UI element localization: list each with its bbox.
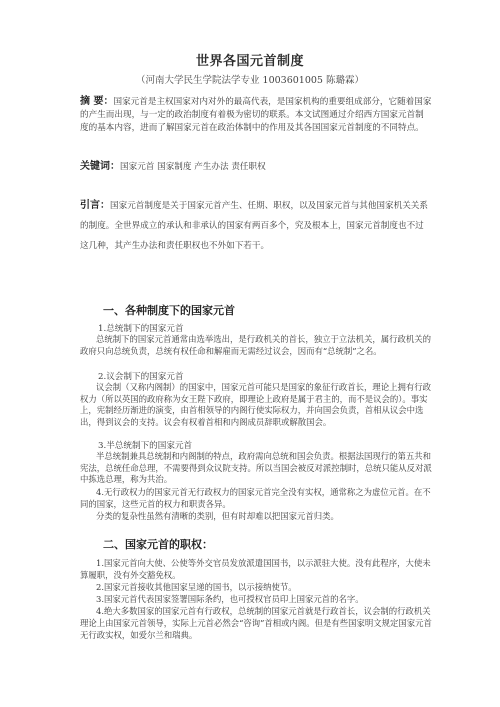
abstract-text: 国家元首是主权国家对内对外的最高代表，是国家机构的重要组成部分，它随着国家的产生而出现，与一定的政治制度有着极为密切的联系。本文试图通过介绍西方国家元首制度的基本内容，进而了解国家元首在政治体制中的作用及其各国国家元首制度的不同特点。 <box>80 97 432 133</box>
keywords-label: 关键词： <box>80 161 120 172</box>
section1-item5-text: 分类的复杂性虽然有清晰的类别，但有时却难以把国家元首归类。 <box>96 511 339 521</box>
section1-item3-text: 半总统制兼具总统制和内阁制的特点，政府需向总统和国会负责。根据法国现行的第五共和宪法，总统任命总理，不需要得到众议院支持。所以当国会被反对派控制时，总统只能从反对派中拣选总理，称为共治。 <box>80 451 432 484</box>
section1-item2-text: 议会制（又称内阁制）的国家中，国家元首可能只是国家的象征行政首长，理论上拥有行政权力（所以英国的政府称为女王陛下政府，即理论上政府是属于君主的，而不是议会的）。事实上，宪制经历渐进的演变，由首相领导的内阁行使实际权力，并向国会负责，首相从议会中选出，得到议会的支持。议会有权着首相和内阁成员辞职或解散国会。 <box>80 382 431 427</box>
section1-item3-heading: 3.半总统制下的国家元首 <box>98 441 193 451</box>
section2-heading: 二、国家元首的职权： <box>103 538 213 551</box>
list-item: 3.国家元首代表国家签署国际条约，也可授权官员印上国家元首的名字。 <box>96 594 364 604</box>
list-item: 2.国家元首接收其他国家呈递的国书，以示接纳使节。 <box>96 582 297 592</box>
keywords-paragraph <box>80 160 432 174</box>
section1-heading: 一、各种制度下的国家元首 <box>103 304 235 317</box>
keywords-text: 国家元首 国家制度 产生办法 责任职权 <box>120 162 266 172</box>
intro-text: 国家元首制度是关于国家元首产生、任期、职权，以及国家元首与其他国家机关关系的制度。全世界成立的承认和非承认的国家有两百多个，究及根本上，国家元首制度也不过这几种，其产生办法和责任职权也不外如下若干。 <box>80 201 428 251</box>
abstract-paragraph <box>80 95 432 135</box>
section1-item2-heading: 2.议会制下的国家元首 <box>98 372 184 382</box>
section1-item4-text: 4.无行政权力的国家元首无行政权力的国家元首完全没有实权，通常称之为虚位元首。在不同的国家，这些元首的权力和职责各异。 <box>80 487 431 509</box>
section1-item1-text: 总统制下的国家元首通常由选举选出，是行政机关的首长，独立于立法机关，属行政机关的政府只向总统负责，总统有权任命和解雇而无需经过议会，因而有“总统制”之名。 <box>80 334 431 356</box>
section2-list <box>80 557 432 641</box>
list-item: 4.绝大多数国家的国家元首有行政权，总统制的国家元首就是行政首长，议会制的行政机关理论上由国家元首领导，实际上元首必然会“咨询”首相或内阁。但是有些国家明文规定国家元首无行政实权，如爱尔兰和瑞典。 <box>80 606 432 640</box>
list-item: 1.国家元首向大使、公使等外交官员发放派遣国国书，以示派驻大使。没有此程序，大使未算履职，没有外交豁免权。 <box>80 558 431 580</box>
intro-paragraph <box>80 196 432 256</box>
abstract-label: 摘 要： <box>80 96 114 107</box>
section1-item1-heading: 1.总统制下的国家元首 <box>98 324 184 334</box>
document-title: 世界各国元首制度 <box>195 54 304 69</box>
author-line: （河南大学民生学院法学专业 1003601005 陈璐霖） <box>136 75 364 86</box>
intro-label: 引言： <box>80 200 110 211</box>
